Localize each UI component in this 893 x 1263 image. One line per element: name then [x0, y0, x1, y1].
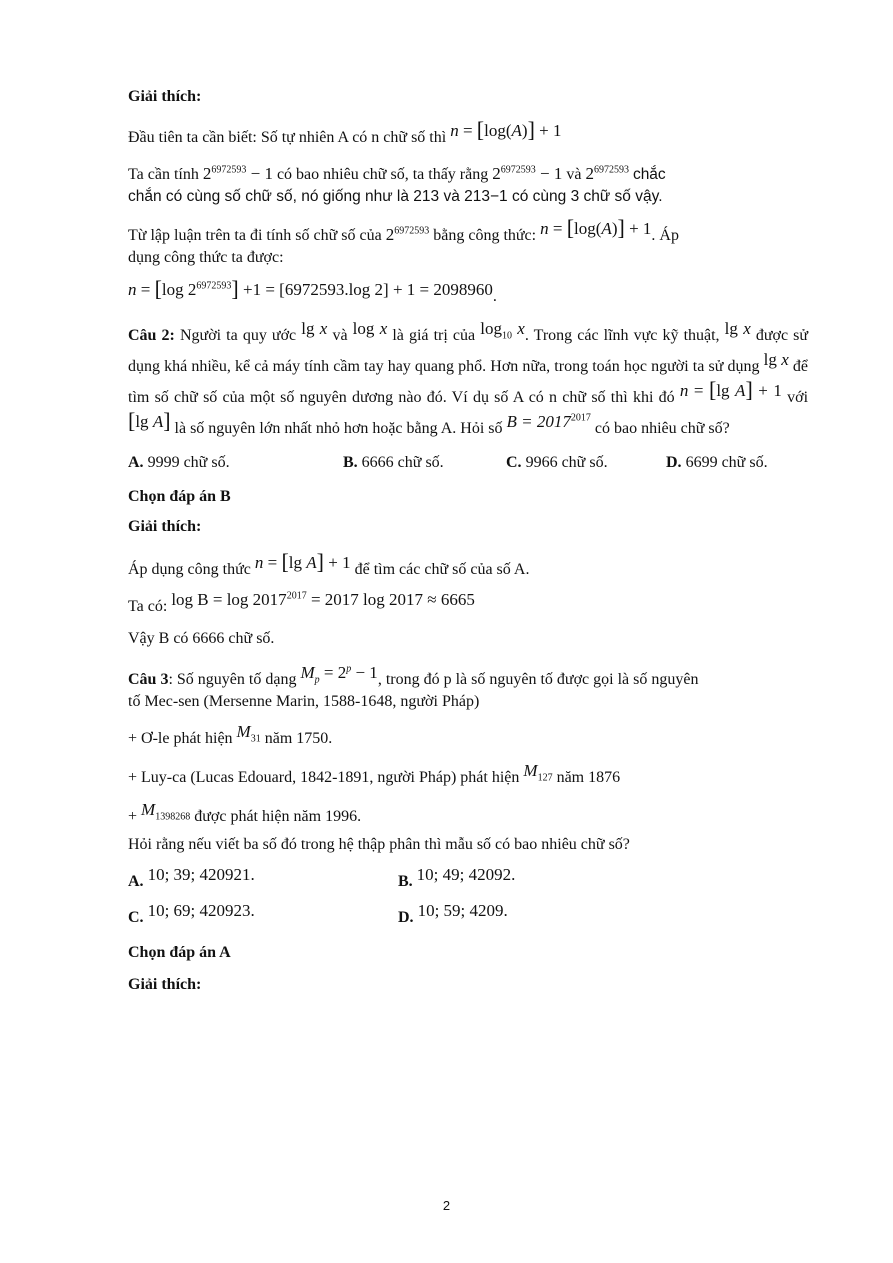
q2-options [128, 452, 808, 474]
q2-explain-text: Ta có: [128, 598, 168, 615]
q2-text: Người ta quy ước [179, 327, 297, 344]
log-b-left: log B = log 2017 [171, 590, 287, 609]
q2-text: . Trong các lĩnh vực kỹ thuật, [524, 327, 720, 344]
page-number: 2 [442, 1198, 451, 1213]
q2-text: và [332, 327, 348, 344]
m31-term: $M_{31}$ [236, 722, 261, 745]
logx-term: log x [352, 319, 388, 338]
q3-options-row-1 [128, 866, 808, 892]
q3-option-d[interactable]: D. 10; 59; 4209. [398, 901, 508, 926]
q3-fact-text: được phát hiện năm 1996. [194, 808, 362, 825]
apply-text-c: . Áp [651, 227, 679, 244]
q3-text: , trong đó p là số nguyên tố được gọi là số nguyên [377, 671, 699, 688]
exponent: 6972593 [211, 164, 247, 176]
q3-text: tố Mec-sen (Mersenne Marin, 1588-1648, người Pháp) [128, 693, 480, 710]
q3-option-c[interactable]: C. 10; 69; 420923. [128, 901, 255, 926]
lgx-term: lg x [763, 350, 789, 369]
question-2-label: Câu 2: [128, 327, 175, 344]
m-subscript: 1398268 [155, 811, 191, 823]
question-3 [128, 663, 808, 713]
log-b-equation [171, 590, 475, 609]
q2-explain-text: để tìm các chữ số của số A. [354, 561, 530, 578]
q3-fact-text: + [128, 808, 138, 825]
result-rest: +1 = [6972593.log 2] + 1 = 2098960 [242, 280, 493, 299]
b-base: B = 2017 [506, 412, 571, 431]
digits-rule-text: Đầu tiên ta cần biết: Số tự nhiên A có n chữ số thì [128, 129, 447, 146]
q2-option-d[interactable]: D. 6699 chữ số. [666, 454, 768, 471]
question-3-label: Câu 3 [128, 671, 169, 688]
compare-text-d: chắc [632, 166, 666, 183]
q2-text: dụ số A có n chữ số thì khi đó [472, 389, 675, 406]
q2-conclusion: Vậy B có 6666 chữ số. [128, 630, 275, 647]
result-math: n = [log $2^{6972593}] +1 = [6972593.\log$ 2] + 1 = 2098960 [128, 276, 493, 301]
q3-options-row-2 [128, 902, 808, 928]
compare-text-b: có bao nhiêu chữ số, ta thấy rằng [276, 166, 489, 183]
exponent: 6972593 [394, 225, 430, 237]
exponent: 6972593 [196, 280, 232, 292]
q2-explanation-line-2 [128, 590, 808, 618]
q3-fact-1 [128, 722, 808, 750]
b-exponent: 2017 [286, 590, 307, 602]
q2-option-a[interactable]: A. 9999 chữ số. [128, 454, 230, 471]
m-subscript: 127 [537, 772, 553, 784]
explanation-heading: Giải thích: [128, 88, 202, 105]
q3-answer: Chọn đáp án A [128, 944, 231, 961]
lgx-term: lg x [301, 319, 328, 338]
apply-text-b: bằng công thức: [433, 227, 537, 244]
digits-formula: n = [log(A)] + 1 [450, 117, 562, 142]
q2-option-b[interactable]: B. 6666 chữ số. [343, 454, 444, 471]
q3-text: : Số nguyên tố dạng [168, 671, 297, 688]
exponent: 6972593 [593, 164, 629, 176]
q3-fact-text: năm 1750. [264, 730, 333, 747]
q2-explanation-line-1 [128, 549, 808, 581]
log-b-right: = 2017 log 2017 ≈ 6665 [306, 590, 475, 609]
apply-paragraph [128, 215, 808, 269]
mersenne-formula: $M_p = 2^p - 1$ [300, 663, 378, 686]
q3-question: Hỏi rằng nếu viết ba số đó trong hệ thập phân thì mẫu số có bao nhiêu chữ số? [128, 836, 630, 853]
q2-text: hoặc bằng A. Hỏi số [372, 420, 503, 437]
q3-fact-text: + Luy-ca (Lucas Edouard, 1842-1891, người Pháp) phát hiện [128, 769, 520, 786]
m1398268-term: $M_{1398268}$ [141, 800, 191, 823]
compare-text-e: chắn có cùng số chữ số, nó giống như là 213 và 213−1 có cùng 3 chữ số vậy. [128, 188, 663, 205]
q2-option-c[interactable]: C. 9966 chữ số. [506, 454, 608, 471]
q2-text: là số nguyên lớn nhất nhỏ hơn [174, 420, 369, 437]
q2-text: toán học người ta sử dụng [592, 358, 760, 375]
q2-text: với [787, 389, 809, 406]
q2-text: được sử dụng khá nhiều, kể cả máy tính cầm tay hay quang phổ. Hơn nữa, trong [128, 327, 809, 375]
lgx-term: lg x [724, 319, 751, 338]
compare-text-a: Ta cần tính [128, 166, 199, 183]
digits-formula-2: n = [log(A)] + 1 [540, 215, 652, 240]
result-dot: . [492, 288, 497, 305]
compare-text-c: và [566, 166, 582, 183]
q3-fact-3 [128, 800, 808, 828]
lg-formula-2: n = [lg A] + 1 [254, 549, 351, 574]
page-content [128, 86, 808, 996]
digits-rule-paragraph [128, 117, 808, 149]
lg-formula: n = [lg A] + 1 [679, 377, 782, 402]
b-exponent: 2017 [570, 412, 591, 424]
q2-explain-text: Áp dụng công thức [128, 561, 251, 578]
compare-paragraph [128, 163, 808, 208]
power-term-2: $2^{6972593}$ [385, 225, 430, 244]
log10x-term: $\log_{10} x$ [480, 319, 525, 342]
m127-term: $M_{127}$ [523, 761, 553, 784]
question-2 [128, 320, 808, 444]
lg-floor: [lg A] [128, 408, 171, 433]
q2-text: là giá trị của [392, 327, 476, 344]
power-minus-one: $2^{6972593} - 1$ [202, 164, 273, 183]
m-subscript: 31 [250, 733, 261, 745]
q3-fact-2 [128, 761, 808, 789]
q3-option-a[interactable]: A. 10; 39; 420921. [128, 865, 255, 890]
q2-text: để tìm số chữ số của một số nguyên dương nào đó. Ví [128, 358, 809, 406]
result-equation [128, 276, 808, 305]
apply-text-d: dụng công thức ta được: [128, 249, 284, 266]
power-minus-one-2: $2^{6972593} - 1$ [492, 164, 563, 183]
q3-fact-text: + Ơ-le phát hiện [128, 730, 233, 747]
power-term: $2^{6972593}$ [585, 164, 629, 183]
q2-answer: Chọn đáp án B [128, 488, 231, 505]
q2-text: có bao nhiêu chữ số? [594, 420, 730, 437]
q2-explanation-heading: Giải thích: [128, 518, 202, 535]
exponent: 6972593 [500, 164, 536, 176]
q3-explanation-heading: Giải thích: [128, 976, 202, 993]
apply-text-a: Từ lập luận trên ta đi tính số chữ số của [128, 227, 382, 244]
b-definition [507, 412, 591, 431]
q3-option-b[interactable]: B. 10; 49; 42092. [398, 865, 516, 890]
q3-fact-text: năm 1876 [556, 769, 621, 786]
